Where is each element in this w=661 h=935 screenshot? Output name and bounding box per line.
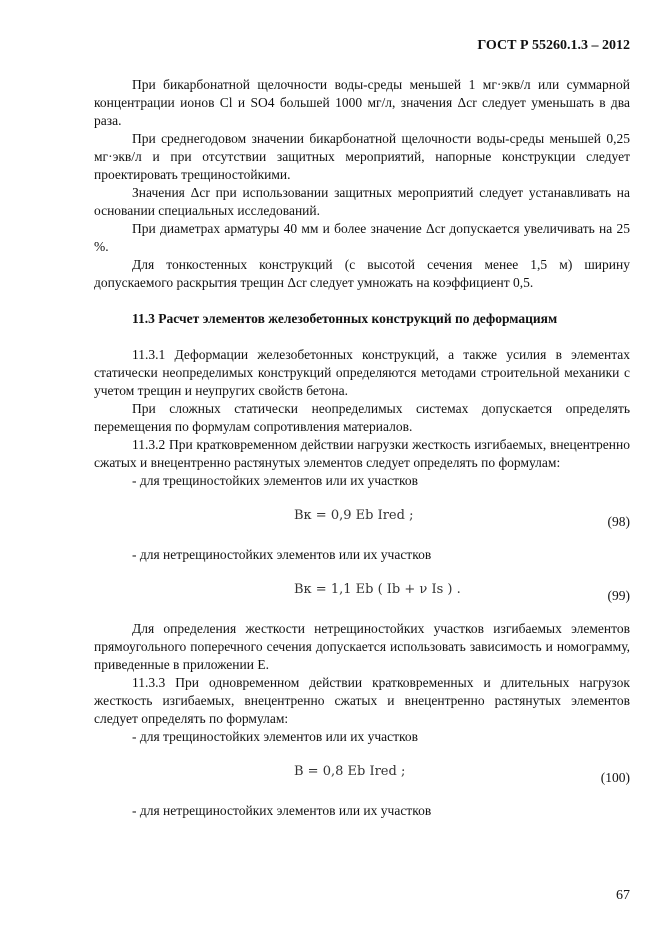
paragraph: При бикарбонатной щелочности воды-среды меньшей 1 мг·экв/л или суммарной концентрации ионов Cl и SO4 большей 1000 мг/л, значения Δcr следует уменьшать в два раза.	[94, 77, 630, 128]
page-number: 67	[616, 888, 630, 903]
paragraph: 11.3.2 При кратковременном действии нагрузки жесткость изгибаемых, внецентренно сжатых и внецентренно растянутых элементов следует определять по формулам:	[94, 437, 630, 470]
paragraph: 11.3.1 Деформации железобетонных конструкций, а также усилия в элементах статически неопределимых конструкций определяются методами строительной механики с учетом трещин и неупругих свойств бетона.	[94, 347, 630, 398]
paragraph: Для определения жесткости нетрещиностойких участков изгибаемых элементов прямоугольного поперечного сечения допускается использовать зависимость и номограмму, приведенные в приложении Е.	[94, 621, 630, 672]
formula-100-text: B = 0,8 Eb Ired ;	[294, 764, 406, 779]
paragraph: При среднегодовом значении бикарбонатной щелочности воды-среды меньшей 0,25 мг·экв/л и при отсутствии защитных мероприятий, напорные конструкции следует проектировать трещиностойкими.	[94, 131, 630, 182]
equation-number-99: (99)	[607, 588, 630, 603]
formula-98-text: Bк = 0,9 Eb Ired ;	[294, 508, 414, 523]
formula-100	[94, 746, 630, 802]
paragraph: Для тонкостенных конструкций (с высотой сечения менее 1,5 м) ширину допускаемого раскрытия трещин Δcr следует умножать на коэффициент 0,5.	[94, 257, 630, 290]
formula-98	[94, 490, 630, 546]
list-item: - для нетрещиностойких элементов или их участков	[132, 547, 432, 562]
equation-number-98: (98)	[607, 514, 630, 529]
document-header: ГОСТ Р 55260.1.3 – 2012	[477, 38, 630, 53]
section-title: 11.3 Расчет элементов железобетонных конструкций по деформациям	[132, 311, 558, 326]
formula-99	[94, 564, 630, 620]
page-body	[94, 76, 630, 820]
list-item: - для нетрещиностойких элементов или их участков	[132, 803, 432, 818]
paragraph: При сложных статически неопределимых системах допускается определять перемещения по формулам сопротивления материалов.	[94, 401, 630, 434]
list-item: - для трещиностойких элементов или их участков	[132, 729, 418, 744]
list-item: - для трещиностойких элементов или их участков	[132, 473, 418, 488]
paragraph: 11.3.3 При одновременном действии кратковременных и длительных нагрузок жесткость изгибаемых, внецентренно сжатых и внецентренно растянутых элементов следует определять по формулам:	[94, 675, 630, 726]
paragraph: Значения Δcr при использовании защитных мероприятий следует устанавливать на основании специальных исследований.	[94, 185, 630, 218]
formula-99-text: Bк = 1,1 Eb ( Ib + ν Is ) .	[294, 582, 461, 597]
equation-number-100: (100)	[600, 770, 630, 785]
paragraph: При диаметрах арматуры 40 мм и более значение Δcr допускается увеличивать на 25 %.	[94, 221, 630, 254]
